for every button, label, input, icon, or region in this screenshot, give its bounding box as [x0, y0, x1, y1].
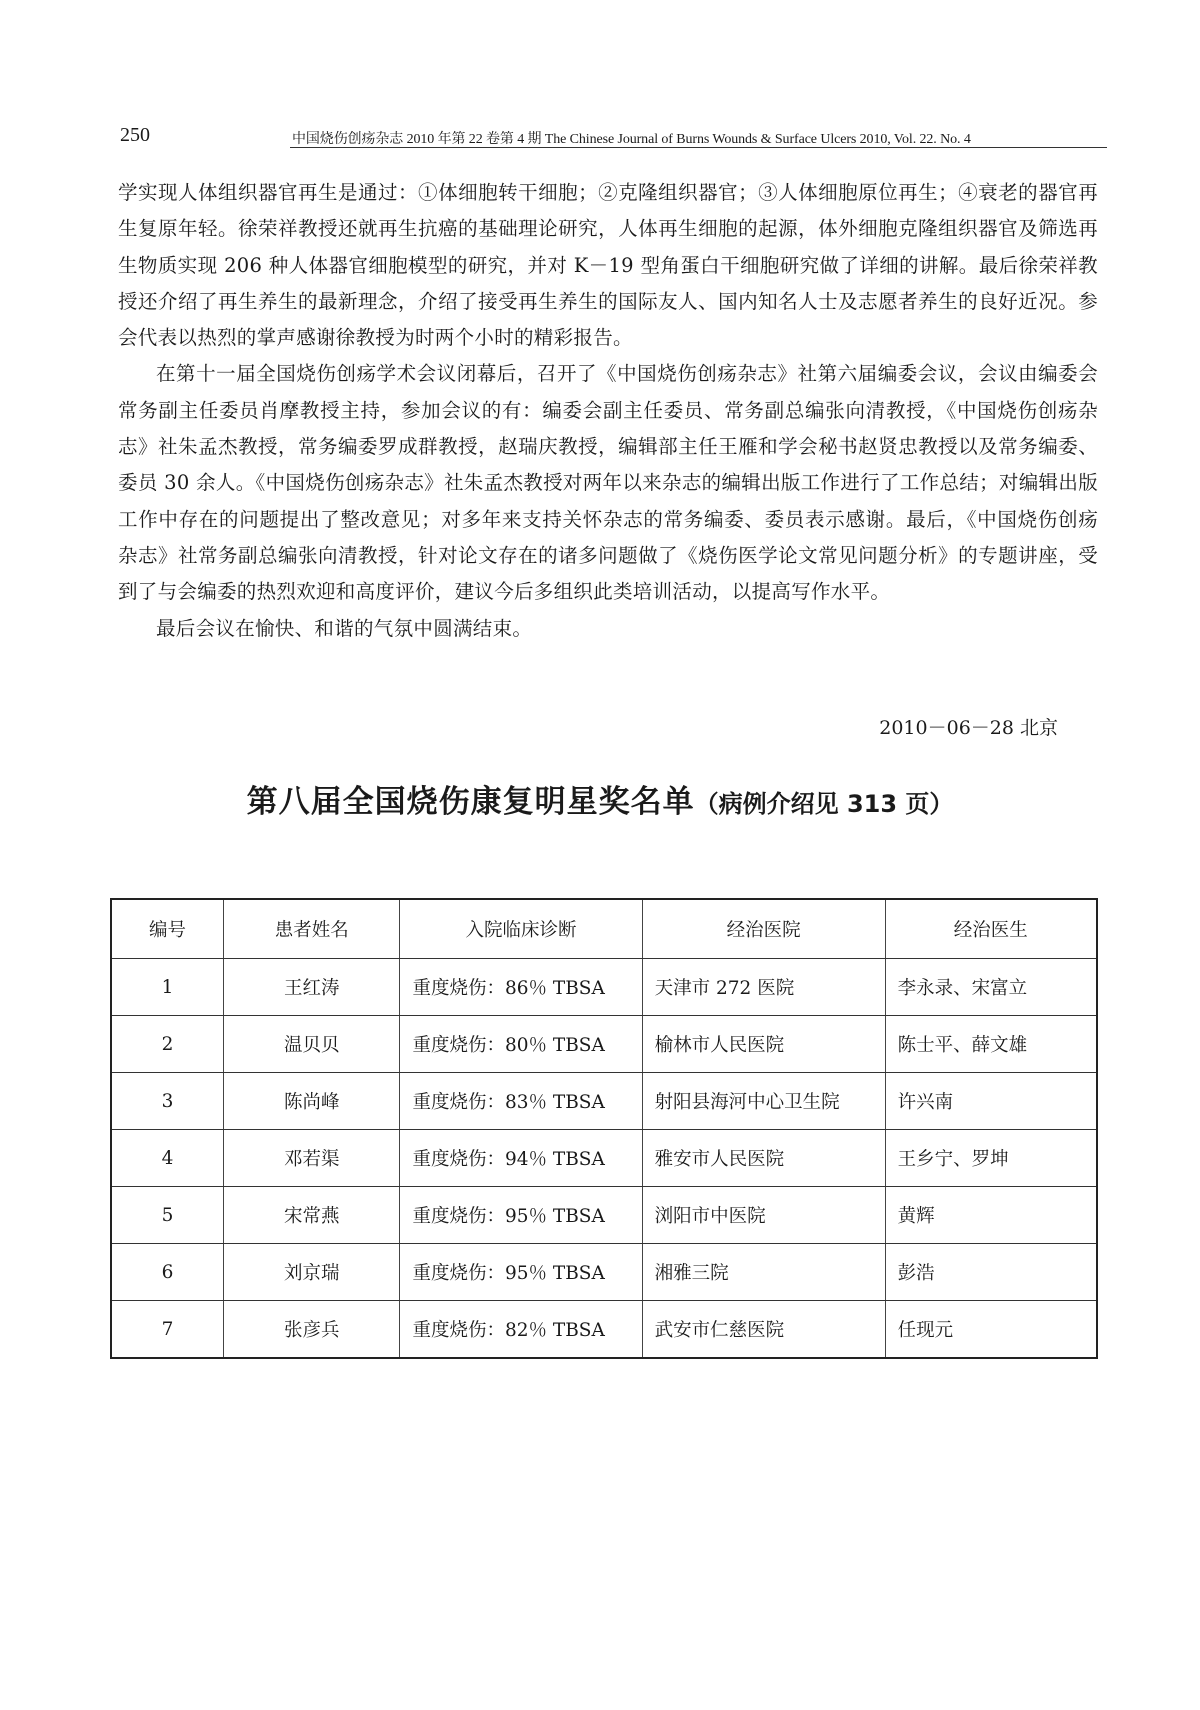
- cell-hospital: 武安市仁慈医院: [642, 1301, 885, 1359]
- table-row: [111, 1301, 1097, 1359]
- column-header: 编号: [111, 899, 224, 959]
- cell-diagnosis: 重度烧伤：95％ TBSA: [400, 1187, 642, 1244]
- cell-hospital: 天津市 272 医院: [642, 959, 885, 1016]
- award-title-subtitle: （病例介绍见 313 页）: [694, 790, 954, 818]
- cell-doctor: 陈士平、薛文雄: [885, 1016, 1097, 1073]
- cell-hospital: 雅安市人民医院: [642, 1130, 885, 1187]
- cell-no: 5: [111, 1187, 224, 1244]
- table-row: [111, 1187, 1097, 1244]
- cell-name: 王红涛: [224, 959, 400, 1016]
- cell-name: 宋常燕: [224, 1187, 400, 1244]
- award-table: [110, 898, 1098, 1359]
- cell-doctor: 黄辉: [885, 1187, 1097, 1244]
- cell-no: 2: [111, 1016, 224, 1073]
- cell-doctor: 王乡宁、罗坤: [885, 1130, 1097, 1187]
- cell-hospital: 射阳县海河中心卫生院: [642, 1073, 885, 1130]
- cell-no: 4: [111, 1130, 224, 1187]
- cell-hospital: 浏阳市中医院: [642, 1187, 885, 1244]
- paragraph: 在第十一届全国烧伤创疡学术会议闭幕后，召开了《中国烧伤创疡杂志》社第六届编委会议，会议由编委会常务副主任委员肖摩教授主持，参加会议的有：编委会副主任委员、常务副总编张向清教授，《中国烧伤创疡杂志》社朱孟杰教授，常务编委罗成群教授，赵瑞庆教授，编辑部主任王雁和学会秘书赵贤忠教授以及常务编委、委员 30 余人。《中国烧伤创疡杂志》社朱孟杰教授对两年以来杂志的编辑出版工作进行了工作总结；对编辑出版工作中存在的问题提出了整改意见；对多年来支持关怀杂志的常务编委、委员表示感谢。最后，《中国烧伤创疡杂志》社常务副总编张向清教授，针对论文存在的诸多问题做了《烧伤医学论文常见问题分析》的专题讲座，受到了与会编委的热烈欢迎和高度评价，建议今后多组织此类培训活动，以提高写作水平。: [118, 362, 1098, 604]
- column-header: 经治医院: [642, 899, 885, 959]
- table-row: [111, 1073, 1097, 1130]
- cell-hospital: 榆林市人民医院: [642, 1016, 885, 1073]
- column-header: 患者姓名: [224, 899, 400, 959]
- header-rule: [290, 147, 1107, 148]
- cell-doctor: 李永录、宋富立: [885, 959, 1097, 1016]
- cell-diagnosis: 重度烧伤：94％ TBSA: [400, 1130, 642, 1187]
- column-header: 经治医生: [885, 899, 1097, 959]
- column-header: 入院临床诊断: [400, 899, 642, 959]
- cell-name: 张彦兵: [224, 1301, 400, 1359]
- table-row: [111, 1016, 1097, 1073]
- date-place: 2010－06－28 北京: [879, 717, 1058, 739]
- table-row: [111, 1244, 1097, 1301]
- cell-diagnosis: 重度烧伤：95％ TBSA: [400, 1244, 642, 1301]
- cell-name: 温贝贝: [224, 1016, 400, 1073]
- cell-no: 6: [111, 1244, 224, 1301]
- cell-name: 邓若渠: [224, 1130, 400, 1187]
- cell-name: 陈尚峰: [224, 1073, 400, 1130]
- paragraph: 学实现人体组织器官再生是通过：①体细胞转干细胞；②克隆组织器官；③人体细胞原位再生；④衰老的器官再生复原年轻。徐荣祥教授还就再生抗癌的基础理论研究，人体再生细胞的起源，体外细胞克隆组织器官及筛选再生物质实现 206 种人体器官细胞模型的研究，并对 K－19 型角蛋白干细胞研究做了详细的讲解。最后徐荣祥教授还介绍了再生养生的最新理念，介绍了接受再生养生的国际友人、国内知名人士及志愿者养生的良好近况。参会代表以热烈的掌声感谢徐教授为时两个小时的精彩报告。: [118, 181, 1098, 350]
- cell-doctor: 许兴南: [885, 1073, 1097, 1130]
- cell-hospital: 湘雅三院: [642, 1244, 885, 1301]
- cell-diagnosis: 重度烧伤：86％ TBSA: [400, 959, 642, 1016]
- cell-doctor: 任现元: [885, 1301, 1097, 1359]
- cell-no: 1: [111, 959, 224, 1016]
- cell-no: 3: [111, 1073, 224, 1130]
- cell-diagnosis: 重度烧伤：80％ TBSA: [400, 1016, 642, 1073]
- page-number: 250: [120, 124, 150, 146]
- paragraph: 最后会议在愉快、和谐的气氛中圆满结束。: [156, 616, 533, 640]
- cell-doctor: 彭浩: [885, 1244, 1097, 1301]
- cell-diagnosis: 重度烧伤：83％ TBSA: [400, 1073, 642, 1130]
- award-title-main: 第八届全国烧伤康复明星奖名单: [246, 784, 695, 820]
- table-row: [111, 1130, 1097, 1187]
- article-body: [118, 175, 1098, 647]
- award-title: [0, 776, 1200, 821]
- table-row: [111, 959, 1097, 1016]
- cell-name: 刘京瑞: [224, 1244, 400, 1301]
- running-header: 中国烧伤创疡杂志 2010 年第 22 卷第 4 期 The Chinese Journal of Burns Wounds & Surface Ulcers 2010, Vol. 22. No. 4: [292, 132, 971, 147]
- cell-diagnosis: 重度烧伤：82％ TBSA: [400, 1301, 642, 1359]
- table-header-row: [111, 899, 1097, 959]
- cell-no: 7: [111, 1301, 224, 1359]
